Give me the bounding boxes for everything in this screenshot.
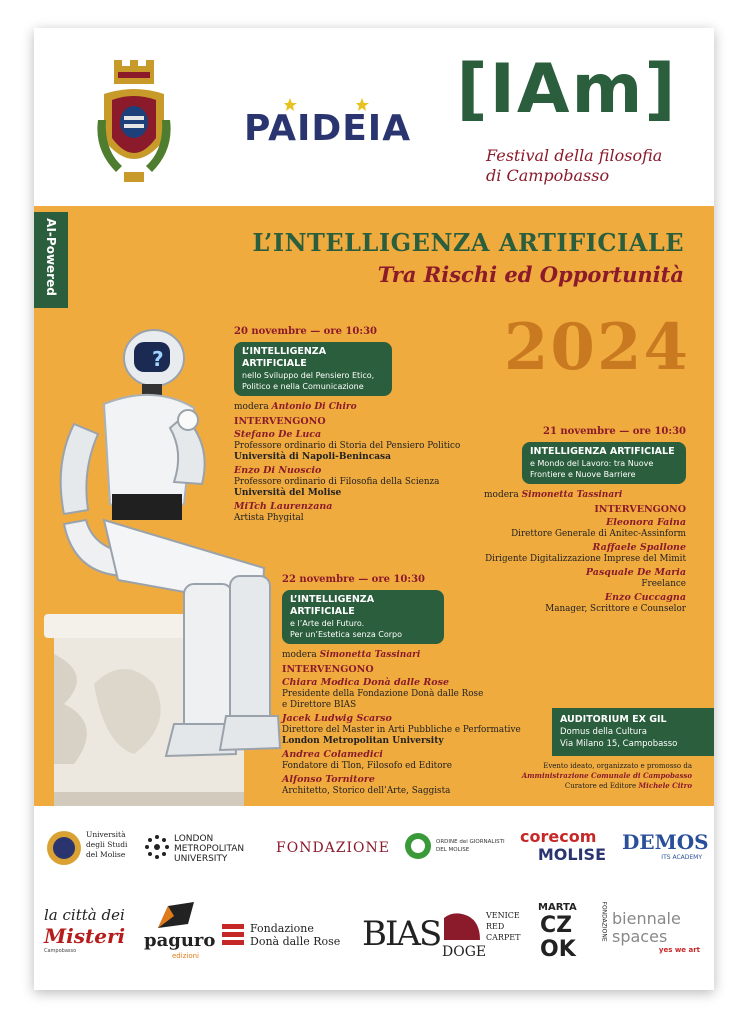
citta-line-1: la città dei xyxy=(44,906,125,924)
corecom-top: corecom xyxy=(520,827,597,846)
speaker-name: Alfonso Tornitore xyxy=(282,774,375,785)
speaker-role: Artista Phygital xyxy=(234,513,304,523)
event-subtitle: Tra Rischi ed Opportunità xyxy=(377,262,684,287)
unimol-seal-icon xyxy=(46,830,82,866)
speaker-name: Raffaele Spallone xyxy=(592,542,686,553)
poster-header xyxy=(34,28,714,206)
speaker-name: Enzo Di Nuoscio xyxy=(234,465,322,476)
speaker-name: MiTch Laurenzana xyxy=(234,501,333,512)
moderator-label: modera xyxy=(282,650,317,660)
session-topic-box xyxy=(522,442,686,484)
speaker-name: Eleonora Faina xyxy=(606,517,686,528)
london-met-logo xyxy=(144,830,274,870)
speaker-institution: London Metropolitan University xyxy=(282,736,444,746)
iam-festival-logo xyxy=(442,50,692,196)
speakers-heading: INTERVENGONO xyxy=(282,664,374,675)
paideia-logo xyxy=(244,98,412,158)
unimol-logo xyxy=(46,828,146,872)
marta-czok-logo xyxy=(538,902,608,968)
citta-line-2: Misteri xyxy=(44,924,126,948)
unimol-line-1: Università xyxy=(86,830,126,839)
venue-name: AUDITORIUM EX GIL xyxy=(560,714,667,725)
moderator-label: modera xyxy=(484,490,519,500)
session-topic-title: L’INTELLIGENZA ARTIFICIALE xyxy=(290,594,375,617)
poster xyxy=(34,28,714,990)
citta-misteri-logo xyxy=(44,906,144,966)
doge-logo xyxy=(442,910,526,966)
main-panel xyxy=(34,206,714,806)
session-date: 22 novembre — ore 10:30 xyxy=(282,574,425,585)
speaker-institution: Università di Napoli-Benincasa xyxy=(234,452,391,462)
session-topic-line-2: Frontiere e Nuove Barriere xyxy=(530,470,636,479)
unimol-line-3: del Molise xyxy=(86,850,126,859)
marta-line-3: OK xyxy=(540,937,576,962)
london-met-dots-icon xyxy=(144,834,170,860)
biennale-line-2: spaces xyxy=(612,927,668,946)
corecom-logo xyxy=(520,828,606,868)
paguro-sub: edizioni xyxy=(172,952,199,960)
iam-wordmark: [IAm] xyxy=(456,50,678,129)
venue-address: Via Milano 15, Campobasso xyxy=(560,739,678,749)
moderator-name: Simonetta Tassinari xyxy=(521,490,623,500)
marta-line-2: CZ xyxy=(540,913,573,938)
moderator-line xyxy=(282,650,552,660)
venice-line-1: VENICE xyxy=(486,911,520,920)
festival-line-1: Festival della filosofia xyxy=(486,146,663,165)
paguro-shell-icon xyxy=(158,902,194,928)
festival-subtitle xyxy=(486,146,662,186)
fondazione-logo: FONDAZIONE xyxy=(276,840,390,856)
moderator-line xyxy=(234,402,504,412)
piano-icon xyxy=(442,910,482,942)
paideia-wordmark: PAIDEIA xyxy=(244,108,412,149)
ai-powered-label: AI-Powered xyxy=(44,218,58,296)
ordine-circle-icon xyxy=(404,832,432,860)
speaker-role: Freelance xyxy=(641,579,686,589)
biennale-spaces-logo xyxy=(612,910,708,966)
speaker-role: Professore ordinario di Storia del Pensiero Politico xyxy=(234,441,461,451)
venue-building: Domus della Cultura xyxy=(560,727,647,737)
svg-text:?: ? xyxy=(152,347,164,371)
paguro-logo xyxy=(144,902,214,966)
session-topic-title: INTELLIGENZA ARTIFICIALE xyxy=(530,446,675,457)
speaker-role: Fondatore di Tlon, Filosofo ed Editore xyxy=(282,761,452,771)
moderator-line xyxy=(484,490,686,500)
moderator-name: Antonio Di Chiro xyxy=(271,402,357,412)
speaker xyxy=(282,713,552,747)
event-credits xyxy=(504,762,692,791)
crown-icon xyxy=(114,60,154,84)
speaker-role: Dirigente Digitalizzazione Imprese del Mimit xyxy=(485,554,686,564)
speaker-name: Stefano De Luca xyxy=(234,429,322,440)
marta-side: FONDAZIONE xyxy=(600,901,608,942)
speaker-role: Direttore Generale di Anitec-Assinform xyxy=(511,529,686,539)
demos-sub: ITS ACADEMY xyxy=(661,854,702,861)
sponsor-logos xyxy=(34,806,714,990)
fondazione-dona-logo xyxy=(222,922,342,958)
credits-curator: Michele Citro xyxy=(638,781,692,790)
speaker-role: Architetto, Storico dell’Arte, Saggista xyxy=(282,786,451,796)
unimol-line-2: degli Studi xyxy=(86,840,128,849)
biennale-line-1: biennale xyxy=(612,909,681,928)
session-topic-box xyxy=(234,342,392,396)
session-topic-box xyxy=(282,590,444,644)
bias-logo: BIAS xyxy=(362,914,441,954)
speaker-role: Presidente della Fondazione Donà dalle Rose xyxy=(282,689,484,699)
credits-line-1: Evento ideato, organizzato e promosso da xyxy=(543,762,692,770)
event-year: 2024 xyxy=(503,310,690,385)
stars-icon xyxy=(284,98,374,112)
moderator-name: Simonetta Tassinari xyxy=(319,650,421,660)
speaker-name: Jacek Ludwig Scarso xyxy=(282,713,392,724)
speaker-role-2: e Direttore BIAS xyxy=(282,700,357,710)
credits-organizer: Amministrazione Comunale di Campobasso xyxy=(521,771,692,780)
demos-wordmark: DEMOS xyxy=(622,830,709,854)
citta-sub: Campobasso xyxy=(44,948,77,954)
session-topic-line-1: nello Sviluppo del Pensiero Etico, xyxy=(242,371,375,380)
coat-of-arms-logo xyxy=(94,60,174,188)
event-title: L’INTELLIGENZA ARTIFICIALE xyxy=(252,228,684,257)
session-topic-line-2: Per un’Estetica senza Corpo xyxy=(290,630,403,639)
venue-box xyxy=(552,708,714,756)
venice-line-3: CARPET xyxy=(486,933,521,942)
session-date: 21 novembre — ore 10:30 xyxy=(543,426,686,437)
dona-line-2: Donà dalle Rose xyxy=(250,935,341,948)
moderator-label: modera xyxy=(234,402,269,412)
ordine-line-1: ORDINE dei GIORNALISTI xyxy=(436,839,505,845)
london-line-3: UNIVERSITY xyxy=(174,854,228,864)
dona-flag-icon xyxy=(222,924,244,946)
speaker-name: Andrea Colamedici xyxy=(282,749,383,760)
speakers-heading: INTERVENGONO xyxy=(594,504,686,515)
marta-line-1: MARTA xyxy=(538,902,577,913)
ai-powered-tab xyxy=(34,212,68,308)
session-date: 20 novembre — ore 10:30 xyxy=(234,326,377,337)
speakers-heading: INTERVENGONO xyxy=(234,416,326,427)
dona-line-1: Fondazione xyxy=(250,922,314,935)
session-topic-line-1: e Mondo del Lavoro: tra Nuove xyxy=(530,459,654,468)
session-topic-line-1: e l’Arte del Futuro. xyxy=(290,619,365,628)
speaker xyxy=(282,677,552,711)
session-topic-line-2: Politico e nella Comunicazione xyxy=(242,382,364,391)
doge-wordmark: DOGE xyxy=(442,944,487,960)
ordine-line-2: DEL MOLISE xyxy=(436,847,470,853)
speaker-role: Professore ordinario di Filosofia della Scienza xyxy=(234,477,440,487)
speaker xyxy=(454,542,686,565)
venice-line-2: RED xyxy=(486,922,505,931)
speaker-role: Direttore del Master in Arti Pubbliche e Performative xyxy=(282,725,521,735)
speaker xyxy=(454,517,686,540)
demos-logo xyxy=(622,830,709,870)
session-topic-title: L’INTELLIGENZA ARTIFICIALE xyxy=(242,346,327,369)
london-line-2: METROPOLITAN xyxy=(174,844,245,854)
biennale-sub: yes we art xyxy=(658,946,700,954)
credits-curator-label: Curatore ed Editore xyxy=(564,782,637,790)
speaker-institution: Università del Molise xyxy=(234,488,342,498)
ordine-giornalisti-logo xyxy=(404,828,524,868)
speaker-name: Chiara Modica Donà dalle Rose xyxy=(282,677,449,688)
corecom-bottom: MOLISE xyxy=(537,845,606,864)
paguro-wordmark: paguro xyxy=(144,930,216,951)
speaker-role: Manager, Scrittore e Counselor xyxy=(545,604,686,614)
london-line-1: LONDON xyxy=(174,834,214,844)
speaker-name: Pasquale De Maria xyxy=(585,567,686,578)
speaker-name: Enzo Cuccagna xyxy=(604,592,686,603)
festival-line-2: di Campobasso xyxy=(486,166,610,185)
